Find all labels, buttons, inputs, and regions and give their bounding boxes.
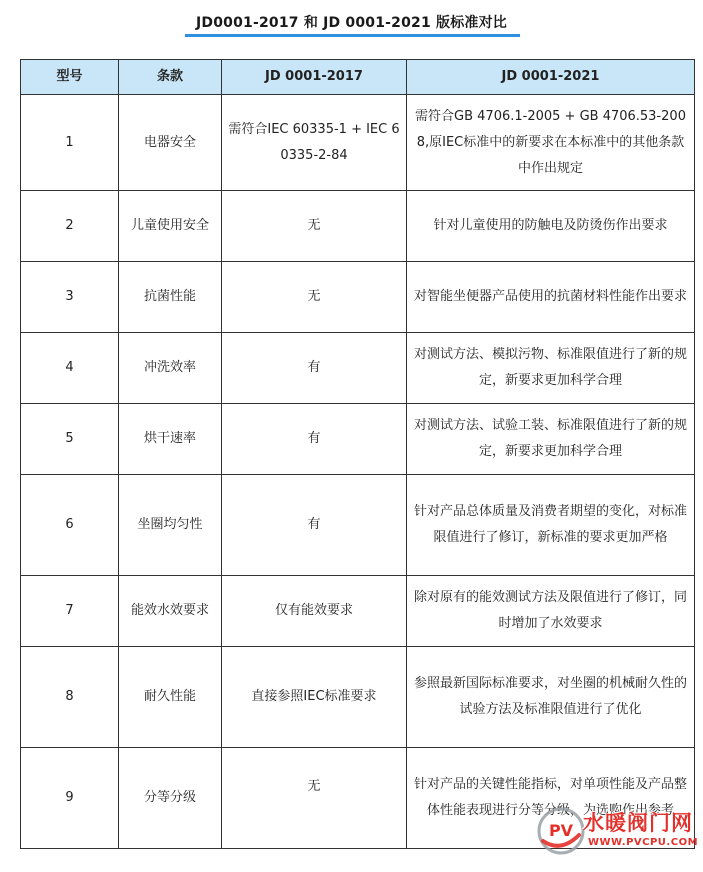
cell-no: 9 xyxy=(21,748,119,849)
cell-2021: 对测试方法、模拟污物、标准限值进行了新的规定，新要求更加科学合理 xyxy=(407,333,695,404)
pv-logo-icon xyxy=(535,805,587,857)
cell-2017: 无 xyxy=(222,191,407,262)
cell-clause: 耐久性能 xyxy=(119,647,222,748)
cell-clause: 能效水效要求 xyxy=(119,576,222,647)
table-row xyxy=(21,647,695,748)
cell-clause: 电器安全 xyxy=(119,95,222,191)
header-model: 型号 xyxy=(21,60,119,95)
svg-text:PV: PV xyxy=(548,821,574,840)
cell-2017: 无 xyxy=(222,262,407,333)
cell-no: 3 xyxy=(21,262,119,333)
table-header-row xyxy=(21,60,695,95)
header-2017: JD 0001-2017 xyxy=(222,60,407,95)
cell-clause: 冲洗效率 xyxy=(119,333,222,404)
cell-no: 1 xyxy=(21,95,119,191)
header-clause: 条款 xyxy=(119,60,222,95)
cell-2017: 无 xyxy=(222,748,407,849)
cell-2021: 对智能坐便器产品使用的抗菌材料性能作出要求 xyxy=(407,262,695,333)
cell-no: 8 xyxy=(21,647,119,748)
cell-no: 2 xyxy=(21,191,119,262)
cell-2021: 需符合GB 4706.1-2005 + GB 4706.53-2008,原IEC标准中的新要求在本标准中的其他条款中作出规定 xyxy=(407,95,695,191)
table-row xyxy=(21,262,695,333)
table-row xyxy=(21,95,695,191)
cell-no: 7 xyxy=(21,576,119,647)
cell-2017: 有 xyxy=(222,475,407,576)
cell-2017: 需符合IEC 60335-1 + IEC 60335-2-84 xyxy=(222,95,407,191)
cell-2021: 参照最新国际标准要求，对坐圈的机械耐久性的试验方法及标准限值进行了优化 xyxy=(407,647,695,748)
page-title: JD0001-2017 和 JD 0001-2021 版标准对比 xyxy=(195,15,508,31)
table-row xyxy=(21,475,695,576)
cell-clause: 抗菌性能 xyxy=(119,262,222,333)
table-row xyxy=(21,404,695,475)
cell-no: 4 xyxy=(21,333,119,404)
cell-2017: 直接参照IEC标准要求 xyxy=(222,647,407,748)
cell-2021: 针对产品总体质量及消费者期望的变化，对标准限值进行了修订，新标准的要求更加严格 xyxy=(407,475,695,576)
cell-no: 5 xyxy=(21,404,119,475)
watermark-brand: 水暖阀门网 xyxy=(583,811,693,835)
cell-no: 6 xyxy=(21,475,119,576)
watermark-url: WWW.PVCPU.COM xyxy=(588,837,699,848)
cell-clause: 坐圈均匀性 xyxy=(119,475,222,576)
cell-clause: 分等分级 xyxy=(119,748,222,849)
table-row xyxy=(21,333,695,404)
title-underline xyxy=(185,34,520,37)
watermark xyxy=(535,803,699,858)
title-bar xyxy=(0,0,703,40)
comparison-table xyxy=(20,59,695,849)
cell-2017: 有 xyxy=(222,404,407,475)
table-row xyxy=(21,191,695,262)
cell-2017: 有 xyxy=(222,333,407,404)
cell-2021: 对测试方法、试验工装、标准限值进行了新的规定，新要求更加科学合理 xyxy=(407,404,695,475)
cell-clause: 儿童使用安全 xyxy=(119,191,222,262)
table-row xyxy=(21,576,695,647)
cell-2021: 针对儿童使用的防触电及防烫伤作出要求 xyxy=(407,191,695,262)
cell-2021: 针对产品的关键性能指标，对单项性能及产品整体性能表现进行分等分级，为选购作出参考 xyxy=(407,748,695,849)
header-2021: JD 0001-2021 xyxy=(407,60,695,95)
cell-2021: 除对原有的能效测试方法及限值进行了修订，同时增加了水效要求 xyxy=(407,576,695,647)
cell-2017: 仅有能效要求 xyxy=(222,576,407,647)
cell-clause: 烘干速率 xyxy=(119,404,222,475)
